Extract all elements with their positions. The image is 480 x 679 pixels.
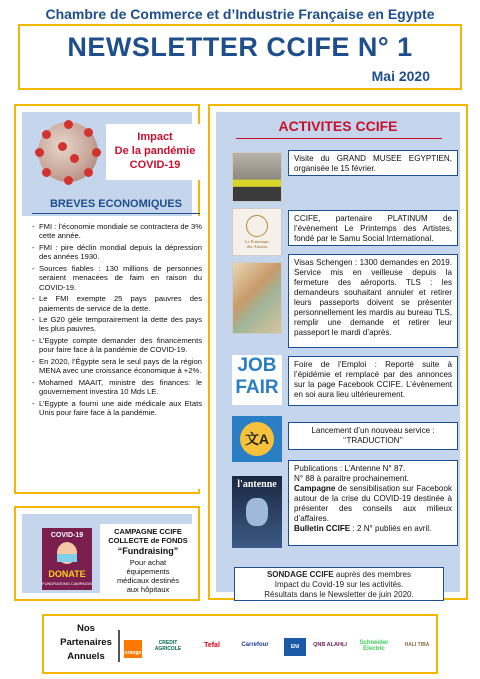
campaign-line-2: COLLECTE de FONDS — [108, 536, 188, 545]
left-panel — [14, 104, 200, 494]
campaign-text: de sensibilisation sur Facebook autour de la crise du COVID-19 destinée à présenter des conseils aux milieux d’affaires. — [294, 484, 452, 523]
poster-top-text: COVID-19 — [50, 532, 84, 539]
partners-label-line: Partenaires — [60, 637, 112, 648]
partners-label-line: Nos — [77, 623, 95, 634]
campaign-panel — [14, 506, 200, 601]
breves-list — [32, 222, 202, 420]
breve-item: - L’Egypte compte demander des financements pour faire face à la pandémie de COVID-19. — [32, 336, 202, 355]
schneider-logo — [352, 640, 396, 652]
publication-line: Publications : L’Antenne N° 87. — [294, 464, 406, 473]
activities-panel — [208, 104, 468, 600]
breve-item: - Le FMI exempte 25 pays pauvres des paiements de service de la dette. — [32, 294, 202, 313]
coronavirus-icon — [38, 122, 98, 182]
poster-donate-text: DONATE — [48, 569, 86, 579]
qnb-logo — [312, 642, 348, 648]
breve-item: - En 2020, l’Égypte sera le seul pays de la région MENA avec une croissance économique à +2%. — [32, 357, 202, 376]
breve-item: - Le G20 gèle temporairement la dette des pays les plus pauvres. — [32, 315, 202, 334]
orange-logo — [124, 640, 142, 658]
campaign-text-box — [100, 524, 196, 596]
translate-symbol: 文A — [240, 422, 274, 456]
activity-visas — [288, 254, 458, 348]
survey-box — [234, 567, 444, 601]
campaign-body: aux hôpitaux — [126, 585, 170, 594]
issue-date: Mai 2020 — [371, 68, 430, 84]
activity-visas-text: Visas Schengen : 1300 demandes en 2019. Service mis en veilleuse depuis la fermeture des aéroports. TLS : les demandeurs souhaitant annuler et retirer leurs passeports doivent se présenter personnellement les mardis au bureau TLS, remplir une demande et retirer leur passeport le mardi d’après. — [294, 258, 452, 337]
logo-label: HALI TIBA — [404, 642, 430, 648]
survey-line: Résultats dans le Newsletter de juin 2020. — [264, 590, 414, 599]
magazine-title: l'antenne — [237, 479, 277, 490]
activity-printemps-text: CCIFE, partenaire PLATINUM de l’évènement Le Printemps des Artistes, fondé par le Samu Social International. — [294, 214, 452, 243]
campaign-body: médicaux destinés — [116, 576, 180, 585]
activity-translation-text: Lancement d’un nouveau service : ‘‘TRADUCTION’’ — [311, 426, 435, 445]
activity-printemps — [288, 210, 458, 246]
organization-name: Chambre de Commerce et d’Industrie Française en Egypte — [45, 6, 435, 22]
breve-item: - L’Egypte a fourni une aide médicale aux Etats Unis pour faire face à la pandémie. — [32, 399, 202, 418]
breves-divider — [32, 213, 200, 214]
logo-label: ENI — [290, 644, 300, 650]
activity-publications — [288, 460, 458, 546]
job-fair-word: JOB — [237, 355, 277, 376]
museum-visit-photo — [232, 152, 282, 202]
carrefour-logo — [234, 642, 276, 648]
antenne-magazine-cover — [232, 476, 282, 548]
activity-job-fair-text: Foire de l’Emploi : Reporté suite à l’épidémie et remplacé par des annonces sur la page Facebook CCIFE. L’évènement en soi aura lieu ultérieurement. — [294, 360, 452, 399]
activities-divider — [236, 138, 442, 139]
logo-label: CREDIT AGRICOLE — [154, 640, 182, 652]
credit-agricole-logo — [148, 640, 188, 652]
logo-label: QNB ALAHLI — [313, 642, 347, 648]
partners-label — [54, 622, 118, 664]
logo-text: Le Printemps — [244, 239, 270, 244]
hali-tiba-logo — [400, 642, 434, 648]
campaign-body: Pour achat — [129, 558, 167, 567]
survey-line: Impact du Covid-19 sur les activités. — [274, 580, 404, 589]
impact-line-2: De la pandémie — [114, 145, 196, 157]
activity-job-fair — [288, 356, 458, 406]
campaign-body: équipements — [126, 567, 170, 576]
activity-translation — [288, 422, 458, 450]
bulletin-text: : 2 N° publiés en avril. — [350, 524, 432, 533]
logo-label: orange — [124, 650, 142, 656]
partners-label-line: Annuels — [67, 651, 105, 662]
breve-item: - Mohamed MAAIT, ministre des finances: le gouvernement investira 10 Mds LE. — [32, 378, 202, 397]
eni-logo — [284, 638, 306, 656]
partners-separator — [118, 630, 120, 662]
breve-item: - FMI : l’économie mondiale se contractera de 3% cette année. — [32, 222, 202, 241]
logo-text: des Artistes — [246, 244, 268, 249]
logo-label: Carrefour — [241, 642, 269, 648]
breve-item: - FMI : pire déclin mondial depuis la dépression des années 1930. — [32, 243, 202, 262]
survey-text: auprès des membres — [333, 570, 412, 579]
impact-line-3: COVID-19 — [129, 159, 181, 171]
partners-bar — [42, 614, 438, 674]
printemps-logo-image — [232, 208, 282, 256]
donate-poster-image — [42, 528, 92, 590]
impact-line-1: Impact — [137, 131, 173, 143]
logo-label: Tefal — [204, 642, 220, 649]
campaign-line-1: CAMPAGNE CCIFE — [114, 527, 182, 536]
impact-heading — [110, 130, 200, 172]
activities-inner — [216, 112, 460, 599]
job-fair-word: FAIR — [235, 377, 279, 398]
schengen-visa-image — [232, 262, 282, 334]
publication-line: N° 88 à paraitre prochainement. — [294, 474, 409, 483]
breve-item: - Sources fiables : 130 millions de personnes seraient menacées de faim en raison du COVID-19. — [32, 264, 202, 292]
tefal-logo — [194, 642, 230, 649]
campaign-fundraising: “Fundraising” — [117, 546, 179, 556]
survey-bold: SONDAGE CCIFE — [266, 570, 334, 579]
breves-title: BREVES ECONOMIQUES — [49, 198, 183, 210]
activity-museum-text: Visite du GRAND MUSEE EGYPTIEN, organisée le 15 février. — [294, 154, 452, 173]
newsletter-title: NEWSLETTER CCIFE N° 1 — [67, 32, 413, 62]
bulletin-bold: Bulletin CCIFE — [294, 524, 351, 533]
logo-label: Schneider Electric — [359, 640, 389, 652]
poster-bottom-text: FUNDRAISING CAMPAIGN — [42, 581, 92, 586]
campaign-bold: Campagne — [294, 484, 336, 493]
campaign-inner — [22, 514, 192, 593]
poster-mask — [57, 554, 77, 562]
left-panel-inner — [22, 112, 202, 486]
activities-title: ACTIVITES CCIFE — [278, 118, 398, 134]
translate-icon — [232, 416, 282, 462]
title-box — [18, 24, 462, 90]
activity-museum — [288, 150, 458, 176]
job-fair-logo — [232, 355, 282, 405]
